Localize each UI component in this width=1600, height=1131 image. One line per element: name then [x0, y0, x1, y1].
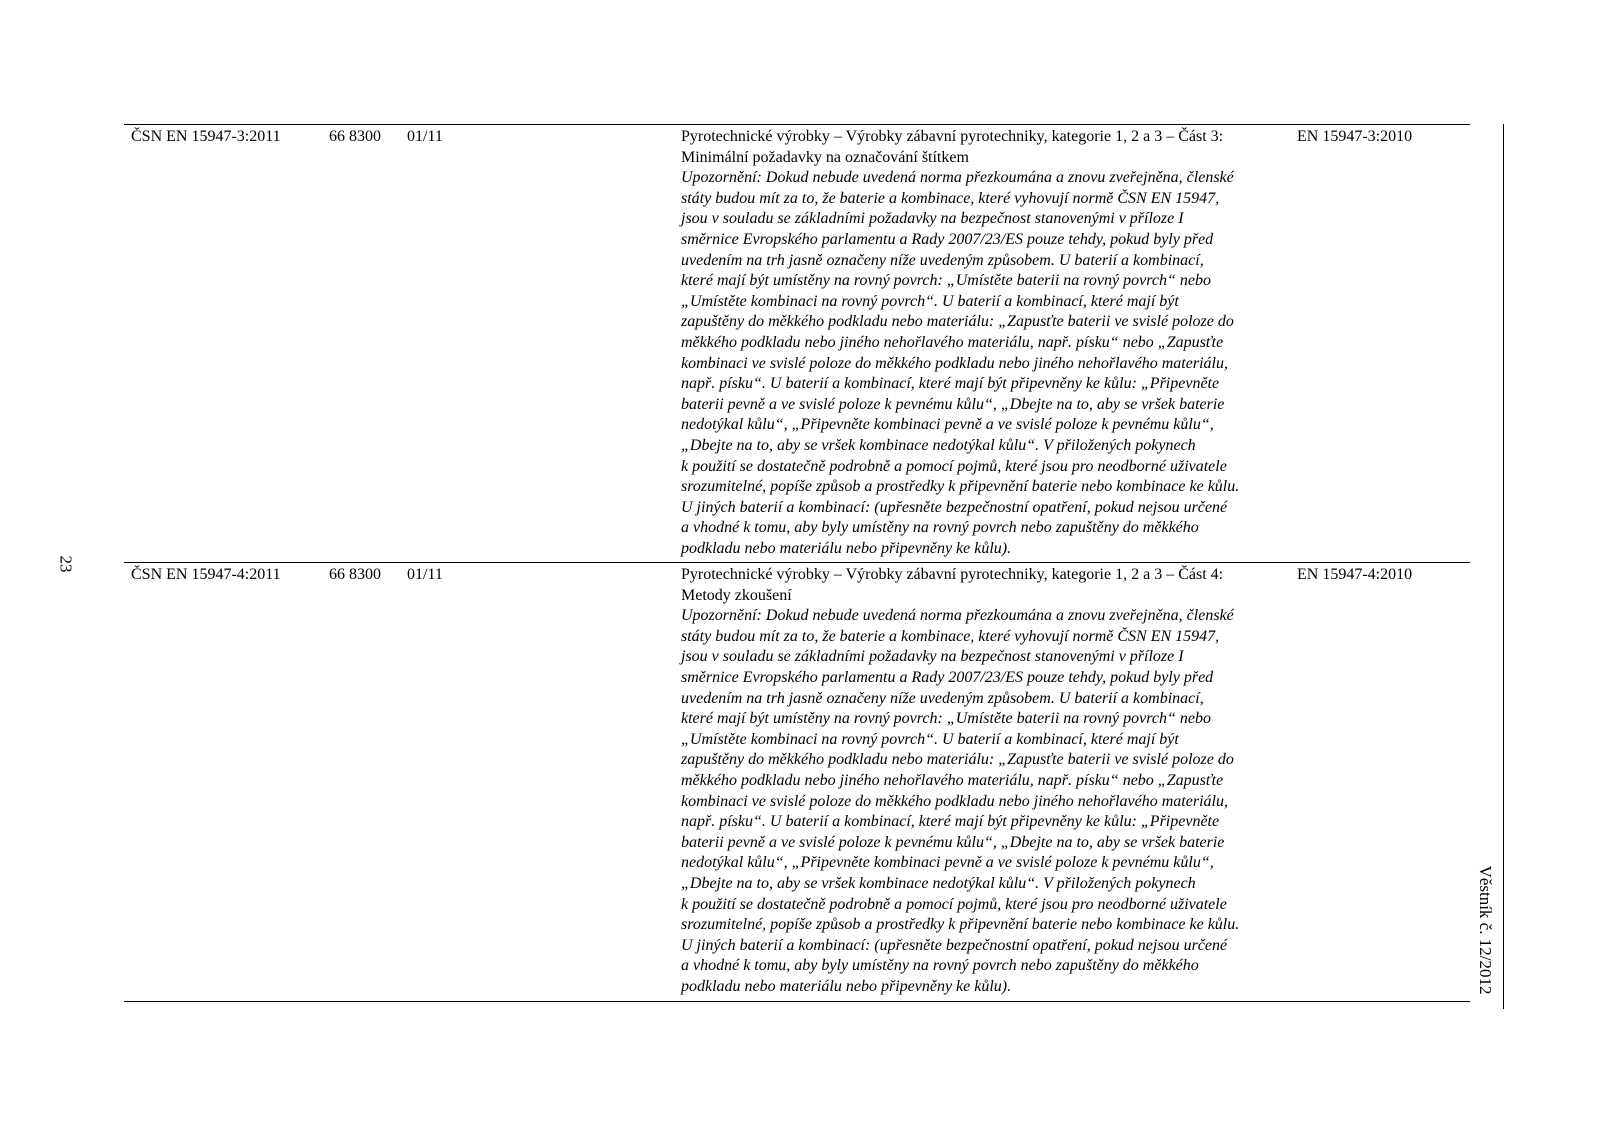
- note-line: jsou v souladu se základními požadavky na bezpečnost stanovenými v příloze I: [681, 648, 1184, 666]
- note-line: měkkého podkladu nebo jiného nehořlavého materiálu, např. písku“ nebo „Zapusťte: [681, 771, 1224, 789]
- note-line: např. písku“. U baterií a kombinací, které mají být připevněny ke kůlu: „Připevněte: [681, 375, 1220, 393]
- note-line: podkladu nebo materiálu nebo připevněny ke kůlu).: [681, 539, 1012, 557]
- note-line: státy budou mít za to, že baterie a kombinace, které vyhovují normě ČSN EN 15947,: [681, 627, 1220, 645]
- note-line: U jiných baterií a kombinací: (upřesněte bezpečnostní opatření, pokud nejsou určené: [681, 936, 1228, 954]
- note-line: jsou v souladu se základními požadavky na bezpečnost stanovenými v příloze I: [681, 210, 1184, 228]
- note-line: k použití se dostatečně podrobně a pomocí pojmů, které jsou pro neodborné uživatele: [681, 457, 1227, 475]
- table-row: [124, 125, 1470, 563]
- classification-code: 66 8300: [329, 566, 381, 583]
- side-rule: [1503, 124, 1504, 1009]
- note-line: a vhodné k tomu, aby byly umístěny na rovný povrch nebo zapuštěny do měkkého: [681, 957, 1199, 975]
- standards-table: [124, 124, 1470, 1002]
- note-line: a vhodné k tomu, aby byly umístěny na rovný povrch nebo zapuštěny do měkkého: [681, 519, 1199, 537]
- note-line: nedotýkal kůlu“, „Připevněte kombinaci pevně a ve svislé poloze k pevnému kůlu“,: [681, 416, 1214, 434]
- note-line: „Dbejte na to, aby se vršek kombinace nedotýkal kůlu“. V přiložených pokynech: [681, 436, 1196, 454]
- note-line: které mají být umístěny na rovný povrch: „Umístěte baterii na rovný povrch“ nebo: [681, 710, 1211, 728]
- note-line: měkkého podkladu nebo jiného nehořlavého materiálu, např. písku“ nebo „Zapusťte: [681, 333, 1224, 351]
- note-line: např. písku“. U baterií a kombinací, které mají být připevněny ke kůlu: „Připevněte: [681, 813, 1220, 831]
- note-line: kombinaci ve svislé poloze do měkkého podkladu nebo jiného nehořlavého materiálu,: [681, 792, 1228, 810]
- standard-number: ČSN EN 15947-3:2011: [131, 128, 281, 145]
- standard-title-block: [681, 565, 1291, 997]
- note-line: uvedením na trh jasně označeny níže uvedeným způsobem. U baterií a kombinací,: [681, 251, 1204, 269]
- en-standard: EN 15947-4:2010: [1297, 566, 1413, 583]
- note-line: které mají být umístěny na rovný povrch: „Umístěte baterii na rovný povrch“ nebo: [681, 272, 1211, 290]
- note-line: směrnice Evropského parlamentu a Rady 2007/23/ES pouze tehdy, pokud byly před: [681, 230, 1214, 248]
- journal-label: Věstník č. 12/2012: [1476, 865, 1495, 995]
- title-line: Minimální požadavky na označování štítkem: [681, 148, 969, 166]
- note-line: Upozornění: Dokud nebude uvedená norma přezkoumána a znovu zveřejněna, členské: [681, 607, 1234, 625]
- note-line: „Umístěte kombinaci na rovný povrch“. U baterií a kombinací, které mají být: [681, 292, 1179, 310]
- title-line: Pyrotechnické výrobky – Výrobky zábavní pyrotechniky, kategorie 1, 2 a 3 – Část 3:: [681, 128, 1224, 145]
- note-line: zapuštěny do měkkého podkladu nebo materiálu: „Zapusťte baterii ve svislé poloze do: [681, 313, 1234, 331]
- note-line: srozumitelné, popíše způsob a prostředky k připevnění baterie nebo kombinace ke kůlu.: [681, 916, 1240, 934]
- note-line: baterii pevně a ve svislé poloze k pevnému kůlu“, „Dbejte na to, aby se vršek baterie: [681, 833, 1225, 851]
- note-line: baterii pevně a ve svislé poloze k pevnému kůlu“, „Dbejte na to, aby se vršek baterie: [681, 395, 1225, 413]
- note-line: k použití se dostatečně podrobně a pomocí pojmů, které jsou pro neodborné uživatele: [681, 895, 1227, 913]
- note-line: U jiných baterií a kombinací: (upřesněte bezpečnostní opatření, pokud nejsou určené: [681, 498, 1228, 516]
- note-line: státy budou mít za to, že baterie a kombinace, které vyhovují normě ČSN EN 15947,: [681, 189, 1220, 207]
- note-line: směrnice Evropského parlamentu a Rady 2007/23/ES pouze tehdy, pokud byly před: [681, 668, 1214, 686]
- standard-number: ČSN EN 15947-4:2011: [131, 566, 281, 583]
- note-line: uvedením na trh jasně označeny níže uvedeným způsobem. U baterií a kombinací,: [681, 689, 1204, 707]
- note-line: podkladu nebo materiálu nebo připevněny ke kůlu).: [681, 977, 1012, 995]
- title-line: Pyrotechnické výrobky – Výrobky zábavní pyrotechniky, kategorie 1, 2 a 3 – Část 4:: [681, 566, 1224, 583]
- note-line: Upozornění: Dokud nebude uvedená norma přezkoumána a znovu zveřejněna, členské: [681, 169, 1234, 187]
- title-line: Metody zkoušení: [681, 586, 792, 604]
- en-standard: EN 15947-3:2010: [1297, 128, 1413, 145]
- note-line: „Umístěte kombinaci na rovný povrch“. U baterií a kombinací, které mají být: [681, 730, 1179, 748]
- note-line: „Dbejte na to, aby se vršek kombinace nedotýkal kůlu“. V přiložených pokynech: [681, 874, 1196, 892]
- note-line: srozumitelné, popíše způsob a prostředky k připevnění baterie nebo kombinace ke kůlu.: [681, 478, 1240, 496]
- issue-date: 01/11: [407, 128, 443, 145]
- standard-title-block: [681, 127, 1291, 559]
- table-row: [124, 563, 1470, 1002]
- note-line: nedotýkal kůlu“, „Připevněte kombinaci pevně a ve svislé poloze k pevnému kůlu“,: [681, 854, 1214, 872]
- page-number: 23: [56, 555, 76, 573]
- note-line: zapuštěny do měkkého podkladu nebo materiálu: „Zapusťte baterii ve svislé poloze do: [681, 751, 1234, 769]
- note-line: kombinaci ve svislé poloze do měkkého podkladu nebo jiného nehořlavého materiálu,: [681, 354, 1228, 372]
- issue-date: 01/11: [407, 566, 443, 583]
- classification-code: 66 8300: [329, 128, 381, 145]
